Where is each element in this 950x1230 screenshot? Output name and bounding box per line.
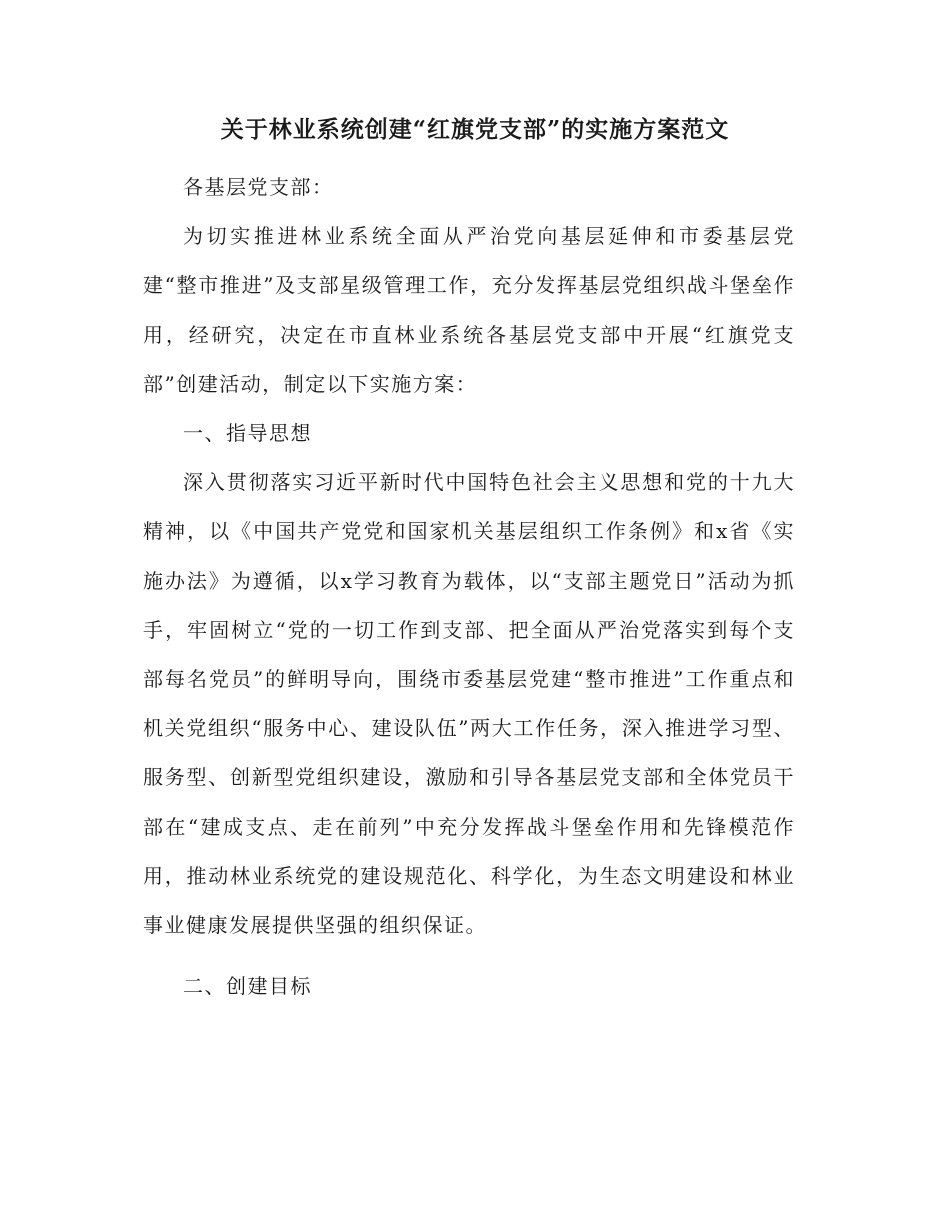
document-title: 关于林业系统创建“红旗党支部”的实施方案范文	[220, 116, 730, 143]
section-heading-goals: 二、创建目标	[183, 974, 312, 999]
intro-paragraph: 为切实推进林业系统全面从严治党向基层延伸和市委基层党建“整市推进”及支部星级管理工作，充分发挥基层党组织战斗堡垒作用，经研究，决定在市直林业系统各基层党支部中开展“红旗党支部”创建活动，制定以下实施方案：	[143, 224, 795, 396]
salutation: 各基层党支部：	[183, 175, 334, 199]
section-heading-guiding-ideology: 一、指导思想	[183, 421, 312, 446]
paragraph-gap	[143, 950, 795, 962]
document-body	[143, 163, 795, 1011]
guiding-ideology-paragraph: 深入贯彻落实习近平新时代中国特色社会主义思想和党的十九大精神，以《中国共产党党和国家机关基层组织工作条例》和x省《实施办法》为遵循，以x学习教育为载体，以“支部主题党日”活动为抓手，牢固树立“党的一切工作到支部、把全面从严治党落实到每个支部每名党员”的鲜明导向，围绕市委基层党建“整市推进”工作重点和机关党组织“服务中心、建设队伍”两大工作任务，深入推进学习型、服务型、创新型党组织建设，激励和引导各基层党支部和全体党员干部在“建成支点、走在前列”中充分发挥战斗堡垒作用和先锋模范作用，推动林业系统党的建设规范化、科学化，为生态文明建设和林业事业健康发展提供坚强的组织保证。	[143, 470, 795, 938]
